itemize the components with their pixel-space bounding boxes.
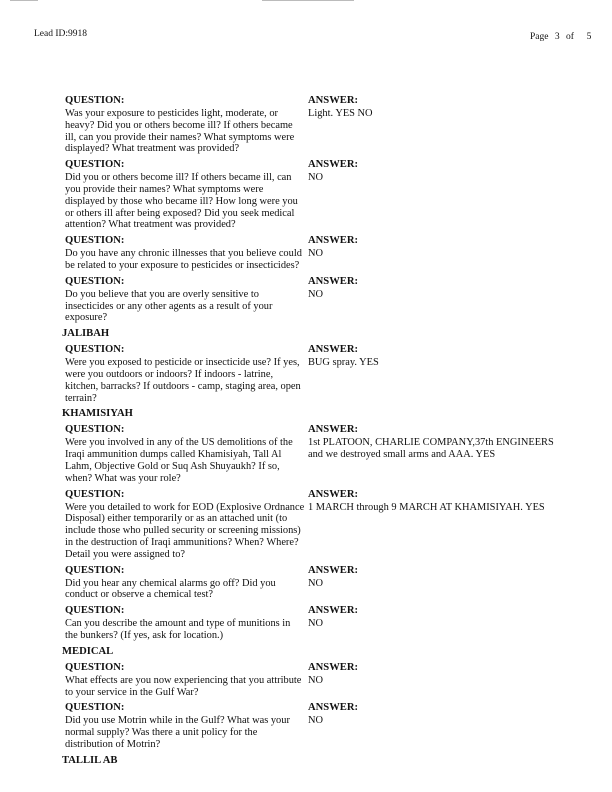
question-label: QUESTION: bbox=[65, 275, 125, 287]
answer-text: NO bbox=[308, 715, 324, 727]
question-label: QUESTION: bbox=[65, 344, 125, 356]
answer-label: ANSWER: bbox=[308, 275, 359, 287]
answer-text: NO bbox=[308, 248, 324, 260]
question-block bbox=[62, 488, 305, 561]
question-text: Did you hear any chemical alarms go off? Did you conduct or observe a chemical test? bbox=[65, 577, 276, 601]
answer-label: ANSWER: bbox=[308, 605, 359, 617]
question-text: Were you exposed to pesticide or insecticide use? If yes, were you outdoors or indoors? If indoors - latrine, kitchen, barracks? If outdoors - camp, staging area, open terrain? bbox=[65, 357, 301, 404]
question-block bbox=[62, 158, 305, 231]
answer-text: NO bbox=[308, 577, 324, 589]
answer-block bbox=[308, 423, 570, 484]
question-label: QUESTION: bbox=[65, 605, 125, 617]
question-label: QUESTION: bbox=[65, 702, 125, 714]
answer-block bbox=[308, 94, 570, 155]
answer-label: ANSWER: bbox=[308, 344, 359, 356]
question-block bbox=[62, 564, 305, 602]
section-heading: MEDICAL bbox=[62, 645, 114, 657]
question-label: QUESTION: bbox=[65, 235, 125, 247]
question-text: What effects are you now experiencing that you attribute to your service in the Gulf War? bbox=[65, 674, 302, 698]
question-text: Can you describe the amount and type of munitions in the bunkers? (If yes, ask for location.) bbox=[65, 618, 291, 641]
question-block bbox=[62, 423, 305, 484]
question-text: Do you have any chronic illnesses that you believe could be related to your exposure to pesticides or insecticides? bbox=[65, 248, 302, 271]
answer-label: ANSWER: bbox=[308, 424, 359, 436]
section-heading: TALLIL AB bbox=[62, 754, 118, 766]
scan-edge-line bbox=[262, 0, 354, 1]
question-label: QUESTION: bbox=[65, 424, 125, 436]
question-block bbox=[62, 701, 305, 750]
question-label: QUESTION: bbox=[65, 159, 125, 171]
page-of: of bbox=[565, 32, 574, 42]
answer-label: ANSWER: bbox=[308, 159, 359, 171]
qa-row bbox=[62, 661, 582, 699]
qa-row bbox=[62, 488, 582, 561]
answer-block bbox=[308, 488, 570, 561]
answer-block bbox=[308, 564, 570, 602]
question-block bbox=[62, 234, 305, 272]
qa-content bbox=[62, 94, 582, 770]
answer-label: ANSWER: bbox=[308, 564, 359, 576]
question-text: Did you use Motrin while in the Gulf? What was your normal supply? Was there a unit policy for the distribution of Motrin? bbox=[65, 715, 290, 750]
page-label: Page bbox=[530, 32, 549, 42]
answer-text: Light. YES NO bbox=[308, 108, 373, 119]
scan-edge-line bbox=[10, 0, 38, 1]
qa-row bbox=[62, 564, 582, 602]
question-label: QUESTION: bbox=[65, 95, 125, 106]
answer-text: 1 MARCH through 9 MARCH AT KHAMISIYAH. YES bbox=[308, 501, 545, 513]
page-total: 5 bbox=[586, 32, 592, 42]
qa-row bbox=[62, 94, 582, 155]
answer-text: NO bbox=[308, 618, 324, 630]
page-current: 3 bbox=[554, 32, 560, 42]
qa-row bbox=[62, 701, 582, 750]
question-label: QUESTION: bbox=[65, 488, 125, 500]
answer-label: ANSWER: bbox=[308, 235, 359, 247]
qa-row bbox=[62, 234, 582, 272]
qa-row bbox=[62, 275, 582, 324]
answer-block bbox=[308, 661, 570, 699]
section-heading: JALIBAH bbox=[62, 328, 110, 340]
qa-row bbox=[62, 158, 582, 231]
question-block bbox=[62, 661, 305, 699]
question-text: Were you involved in any of the US demolitions of the Iraqi ammunition dumps called Khamisiyah, Tall Al Lahm, Objective Gold or Suq Ash Shuyaukh? If so, when? What was your role? bbox=[65, 437, 293, 484]
answer-text: NO bbox=[308, 172, 324, 184]
question-block bbox=[62, 604, 305, 642]
answer-block bbox=[308, 701, 570, 750]
question-text: Do you believe that you are overly sensitive to insecticides or any other agents as a result of your exposure? bbox=[65, 288, 273, 324]
qa-row bbox=[62, 423, 582, 484]
question-block bbox=[62, 343, 305, 404]
answer-block bbox=[308, 234, 570, 272]
question-block bbox=[62, 275, 305, 324]
qa-row bbox=[62, 343, 582, 404]
answer-label: ANSWER: bbox=[308, 488, 359, 500]
answer-label: ANSWER: bbox=[308, 95, 359, 106]
question-block bbox=[62, 94, 305, 155]
answer-text: NO bbox=[308, 674, 324, 686]
answer-block bbox=[308, 158, 570, 231]
answer-text: 1st PLATOON, CHARLIE COMPANY,37th ENGINEERS and we destroyed small arms and AAA. YES bbox=[308, 437, 554, 461]
answer-block bbox=[308, 604, 570, 642]
answer-block bbox=[308, 343, 570, 404]
answer-block bbox=[308, 275, 570, 324]
answer-text: BUG spray. YES bbox=[308, 357, 379, 369]
question-text: Did you or others become ill? If others became ill, can you provide their names? What symptoms were displayed by those who became ill? How long were you or others ill after being exposed? Did you seek medical attention? What treatment was provided? bbox=[65, 172, 298, 231]
question-text: Were you detailed to work for EOD (Explosive Ordnance Disposal) either temporarily or as an attached unit (to include those who pulled security or screening missions) in the destruction of Iraqi ammunitions? When? Where? Detail you were assigned to? bbox=[65, 501, 305, 560]
question-text: Was your exposure to pesticides light, moderate, or heavy? Did you or others become ill? If others became ill, can you provide their names? What symptoms were displayed? What treatment was provided? bbox=[65, 108, 295, 155]
question-label: QUESTION: bbox=[65, 661, 125, 673]
lead-id: Lead ID:9918 bbox=[34, 29, 88, 39]
answer-text: NO bbox=[308, 288, 324, 300]
section-heading: KHAMISIYAH bbox=[62, 408, 133, 420]
answer-label: ANSWER: bbox=[308, 661, 359, 673]
answer-label: ANSWER: bbox=[308, 702, 359, 714]
page-number bbox=[530, 32, 591, 42]
qa-row bbox=[62, 604, 582, 642]
question-label: QUESTION: bbox=[65, 564, 125, 576]
